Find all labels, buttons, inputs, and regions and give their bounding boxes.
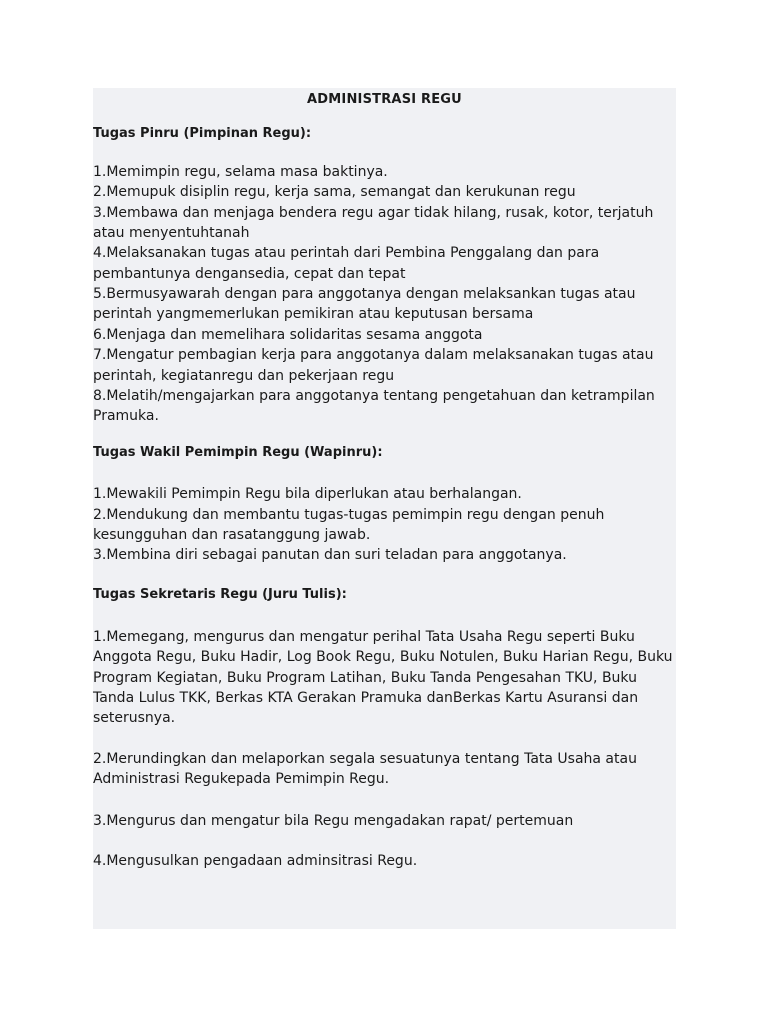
text-line: 1.Memimpin regu, selama masa baktinya. — [93, 164, 388, 180]
section-heading-wapinru: Tugas Wakil Pemimpin Regu (Wapinru): — [93, 445, 383, 460]
document-title: ADMINISTRASI REGU — [307, 92, 462, 107]
text-line: 7.Mengatur pembagian kerja para anggotanya dalam melaksanakan tugas atau — [93, 347, 654, 363]
text-line: 2.Merundingkan dan melaporkan segala sesuatunya tentang Tata Usaha atau — [93, 751, 637, 767]
text-line: 6.Menjaga dan memelihara solidaritas sesama anggota — [93, 327, 483, 343]
text-line: Tanda Lulus TKK, Berkas KTA Gerakan Pramuka danBerkas Kartu Asuransi dan — [93, 690, 639, 706]
text-line: Program Kegiatan, Buku Program Latihan, Buku Tanda Pengesahan TKU, Buku — [93, 670, 637, 686]
text-line: 5.Bermusyawarah dengan para anggotanya dengan melaksankan tugas atau — [93, 286, 636, 302]
text-line: 2.Memupuk disiplin regu, kerja sama, semangat dan kerukunan regu — [93, 184, 576, 200]
text-line: 3.Membawa dan menjaga bendera regu agar tidak hilang, rusak, kotor, terjatuh — [93, 205, 654, 221]
text-line: 3.Mengurus dan mengatur bila Regu mengadakan rapat/ pertemuan — [93, 813, 574, 829]
text-line: 4.Mengusulkan pengadaan adminsitrasi Regu. — [93, 853, 418, 869]
text-line: 3.Membina diri sebagai panutan dan suri teladan para anggotanya. — [93, 547, 567, 563]
text-line: 8.Melatih/mengajarkan para anggotanya tentang pengetahuan dan ketrampilan — [93, 388, 655, 404]
text-line: 1.Memegang, mengurus dan mengatur perihal Tata Usaha Regu seperti Buku — [93, 629, 635, 645]
text-line: Pramuka. — [93, 408, 159, 424]
text-line: Administrasi Regukepada Pemimpin Regu. — [93, 771, 390, 787]
text-line: pembantunya dengansedia, cepat dan tepat — [93, 266, 406, 282]
text-line: 1.Mewakili Pemimpin Regu bila diperlukan atau berhalangan. — [93, 486, 522, 502]
section-heading-sekretaris: Tugas Sekretaris Regu (Juru Tulis): — [93, 587, 347, 602]
text-line: 4.Melaksanakan tugas atau perintah dari Pembina Penggalang dan para — [93, 245, 600, 261]
document-page — [93, 88, 676, 929]
text-line: Anggota Regu, Buku Hadir, Log Book Regu, Buku Notulen, Buku Harian Regu, Buku — [93, 649, 673, 665]
text-line: perintah, kegiatanregu dan pekerjaan regu — [93, 368, 395, 384]
section-heading-pinru: Tugas Pinru (Pimpinan Regu): — [93, 126, 312, 141]
text-line: atau menyentuhtanah — [93, 225, 250, 241]
text-line: 2.Mendukung dan membantu tugas-tugas pemimpin regu dengan penuh — [93, 507, 605, 523]
text-line: seterusnya. — [93, 710, 176, 726]
text-line: kesungguhan dan rasatanggung jawab. — [93, 527, 371, 543]
text-line: perintah yangmemerlukan pemikiran atau keputusan bersama — [93, 306, 534, 322]
